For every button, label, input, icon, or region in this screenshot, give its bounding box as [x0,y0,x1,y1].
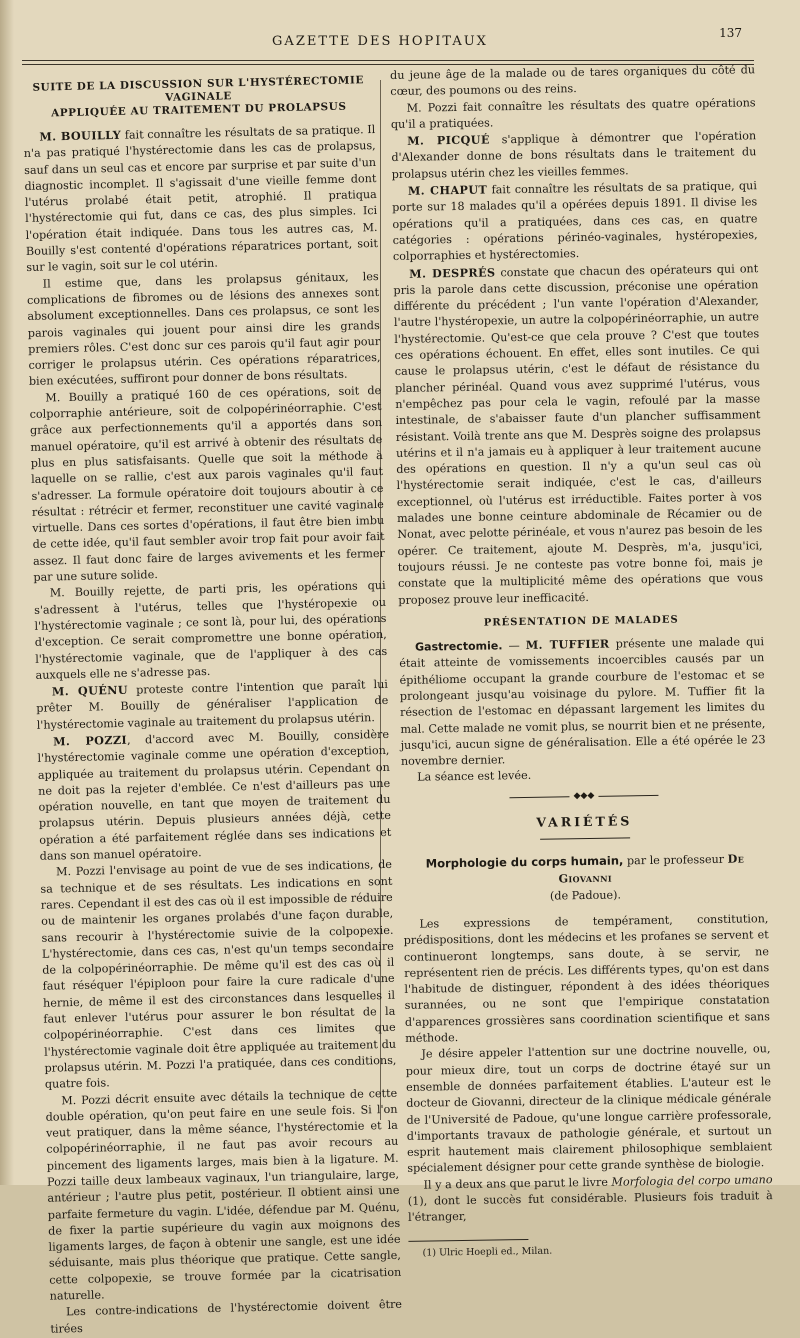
paragraph-text: Je désire appeler l'attention sur une doctrine nouvelle, ou, pour mieux dire, tout un corps de doctrine étayé sur un ensemble de données parfaitement établies. L'auteur est le docteur de Giovanni, directeur de la clinique médicale générale de l'Université de Padoue, qu'une longue carrière professorale, d'importants travaux de pathologie générale, et surtout un esprit hautement mais clairement philosophique semblaient spécialement désigner pour cette grande synthèse de biologie. [405,1042,773,1176]
paragraph-text: M. Pozzi fait connaître les résultats des quatre opérations qu'il a pratiquées. [390,95,756,131]
paragraph [27,269,381,391]
article-author: De Giovanni [558,851,745,886]
article-place: (de Padoue). [549,888,622,903]
speaker-name: M. DESPRÉS [409,264,496,281]
paragraph [50,1297,403,1338]
ornament-line-right [598,795,658,797]
paragraph-text: M. Pozzi décrit ensuite avec détails la technique de cette double opération, qu'on peut faire en une seule fois. Si l'on veut pratiquer, dans la même séance, l'hystérectomie et la colpopérinéorraphie, il ne faut pas avoir recours au pincement des ligaments larges, mais bien à la ligature. M. Pozzi taille deux lambeaux vaginaux, l'un triangulaire, large, antérieur ; l'autre plus petit, postérieur. Il obtient ainsi une parfaite fermeture du vagin. L'idée, défendue par M. Quénu, de fixer la partie supérieure du vagin aux moignons des ligaments larges, de façon à obtenir une sangle, est une idée séduisante, mais plus théorique que pratique. Cette sangle, cette colpopexie, se trouve formée par la cicatrisation naturelle. [45,1086,402,1303]
paragraph [29,383,385,586]
paragraph [37,726,392,865]
article-heading [402,850,768,907]
paragraph [391,127,757,183]
section-title-line-1: SUITE DE LA DISCUSSION SUR L'HYSTÉRECTOMIE VAGINALE [32,74,365,104]
paragraph-text: s'applique à démontrer que l'opération d'Alexander donne de bons résultats dans le traitement du prolapsus utérin chez les vieilles femmes. [391,129,757,181]
varietes-rule [540,837,630,839]
paragraph-text: M. Bouilly rejette, de parti pris, les opérations qui s'adressent à l'utérus, telles que l'hystéropexie ou l'hystérectomie vaginale ; ce sont là, pour lui, des opérations d'exception. Ce serait compromettre une bonne opération, l'hystérectomie vaginale, que de l'appliquer à des cas auxquels elle ne s'adresse pas. [33,579,388,682]
paragraph-text: fait connaître les résultats de sa pratique. Il n'a pas pratiqué l'hystérectomie dans les cas de prolapsus, sauf dans un seul cas et encore par surprise et par suite d'un diagnostic incomplet. Il s'agissait d'une vieille femme dont l'utérus prolabé était petit, atrophié. Il pratiqua l'hystérectomie qui fut, dans ce cas, des plus simples. Ici l'opération était indiquée. Dans tous les autres cas, M. Bouilly s'est contenté d'opérations réparatrices portant, soit sur le vagin, soit sur le col utérin. [23,122,379,275]
right-paragraphs [390,62,763,608]
left-column [22,68,403,1338]
last-paragraph-after: (1), dont le succès fut considérable. Plusieurs fois traduit à l'étranger, [407,1189,773,1225]
left-paragraphs [23,121,402,1338]
gastrectomie-speaker: M. TUFFIER [525,636,610,653]
article-title: Morphologie du corps humain, [425,853,624,871]
paragraph-text: Les expressions de tempérament, constitution, prédispositions, dont les médecins et les profanes se servent et continueront longtemps, sans doute, à se servir, ne représentent rien de précis. Les différents types, qu'on est dans l'habitude de distinguer, répondent à des idées théoriques surannées, ou ne sont que l'empirique constatation d'apparences grossières sans coordination scientifique et sans méthode. [403,912,771,1045]
paragraph [40,857,397,1093]
footnote: (1) Ulric Hoepli ed., Milan. [422,1245,553,1259]
gastrectomie-text: présente une malade qui était atteinte de vomissements incoercibles causés par un épithéliome occupant la grande courbure de l'estomac et se prolongeant jusqu'au voisinage du pylore. M. Tuffier fit la résection de l'estomac en dépassant largement les limites du mal. Cette malade ne vomit plus, se nourrit bien et ne présente, jusqu'ici, aucun signe de généralisation. Elle a été opérée le 23 novembre dernier. [399,635,766,769]
speaker-name: M. POZZI [52,732,128,749]
paragraph [45,1085,402,1305]
paragraph-text: M. Pozzi l'envisage au point de vue de ses indications, de sa technique et de ses résultats. Les indications en sont rares. Cependant il est des cas où il est impossible de réduire ou de maintenir les organes prolabés d'une façon durable, sans recourir à l'hystérectomie suivie de la colpopexie. L'hystérectomie, dans ces cas, n'est qu'un temps secondaire de la colpopérinéorraphie. De même qu'il est des cas où il faut réséquer l'épiploon pour faire la cure radicale d'une hernie, de même il est des circonstances dans lesquelles il faut enlever l'utérus pour assurer le bon résultat de la colpopérinéorraphie. C'est dans ces limites que l'hystérectomie vaginale doit être appliquée au traitement du prolapsus utérin. M. Pozzi l'a pratiquée, dans ces conditions, quatre fois. [40,858,397,1091]
book-title: Morfologia del corpo umano [611,1172,773,1189]
page-number: 137 [719,26,742,40]
paragraph-text: , d'accord avec M. Bouilly, considère l'hystérectomie vaginale comme une opération d'exception, appliquée au traitement du prolapsus utérin. Cependant on ne doit pas la rejeter d'emblée. Ce n'est d'ailleurs pas une opération nouvelle, en tant que moyen de traitement du prolapsus utérin. Depuis plusieurs années déjà, cette opération a été parfaitement réglée dans ses indications et dans son manuel opératoire. [37,727,392,863]
gastrectomie-paragraph [399,633,766,770]
article-paragraphs [403,911,772,1177]
paragraph [405,1041,772,1177]
section-title [22,74,375,121]
varietes-title: VARIÉTÉS [536,813,633,830]
speaker-name: M. PICQUÉ [407,132,490,148]
gastrectomie-label: Gastrectomie. [414,639,503,654]
speaker-name: M. QUÉNU [51,682,129,699]
speaker-name: M. BOUILLY [39,127,122,144]
paragraph [392,177,758,265]
ornament-diamond-icon: ◆◆◆ [573,790,595,801]
paragraph-text: M. Bouilly a pratiqué 160 de ces opérations, soit de colporraphie antérieure, soit de colpopérinéorraphie. C'est grâce aux perfectionnements qu'il a apportés dans son manuel opératoire, qu'il est arrivé à obtenir des résultats de plus en plus satisfaisants. Quelle que soit la méthode à laquelle on se rallie, c'est aux parois vaginales qu'il faut s'adresser. La formule opératoire doit toujours aboutir à ce résultat : rétrécir et fermer, reconstituer une cavité vaginale virtuelle. Dans ces sortes d'opérations, il faut être bien imbu de cette idée, qu'il faut sembler avoir trop fait pour avoir fait assez. Il faut donc faire de larges avivements et les fermer par une suture solide. [29,383,386,584]
article-last-paragraph [407,1172,773,1227]
gastrectomie-dash: — [502,639,526,653]
section-title-line-2: APPLIQUÉE AU TRAITEMENT DU PROLAPSUS [50,100,347,120]
ornament-line-left [510,796,570,798]
ornament-divider [401,789,766,805]
paragraph [403,911,770,1047]
paragraph [34,578,388,684]
paragraph [393,260,763,609]
article-byline: par le professeur [623,852,728,868]
seance-closing: La séance est levée. [417,769,532,785]
right-column [390,62,774,1261]
paragraph [23,121,378,277]
speaker-name: M. CHAPUT [407,182,488,198]
paragraph [36,676,389,734]
header-rule [22,60,754,61]
paragraph-text: fait connaître les résultats de sa pratique, qui porte sur 18 malades qu'il a opérées depuis 1891. Il divise les opérations qu'il a pratiquées, dans ces cas, en quatre catégories : opérations périnéo-vaginales, hystéropexies, colporraphies et hystérectomies. [392,179,758,264]
last-paragraph-before: Il y a deux ans que parut le livre [423,1175,612,1192]
paragraph-text: Les contre-indications de l'hystérectomie doivent être tirées [50,1298,403,1336]
presentation-title: PRÉSENTATION DE MALADES [483,614,679,629]
paragraph-text: proteste contre l'intention que paraît lui prêter M. Bouilly de généraliser l'application de l'hystérectomie vaginale au traitement du prolapsus utérin. [36,677,389,732]
footnote-rule [408,1239,528,1242]
scan-edge-shadow [0,0,14,1185]
paragraph-text: du jeune âge de la malade ou de tares organiques du côté du cœur, des poumons ou des reins. [390,63,756,99]
paragraph-text: constate que chacun des opérateurs qui ont pris la parole dans cette discussion, préconise une opération différente du précédent ; l'un vante l'opération d'Alexander, l'autre l'hystéropexie, un autre la colpopérinéorraphie, un autre l'hystérectomie. Qu'est-ce que cela prouve ? C'est que toutes ces opérations échouent. En effet, elles sont inutiles. Ce qui cause le prolapsus utérin, c'est le défaut de résistance du plancher périnéal. Quand vous avez supprimé l'utérus, vous n'empêchez pas pour cela le vagin, refoulé par la masse intestinale, de s'abaisser faute d'un plancher suffisamment résistant. Voilà trente ans que M. Desprès soigne des prolapsus utérins et il n'a jamais eu à appliquer à leur traitement aucune des opérations en question. Il n'y a qu'un seul cas où l'hystérectomie serait indiquée, c'est le cas, d'ailleurs exceptionnel, où l'utérus est irréductible. Faites porter à vos malades une bonne ceinture abdominale de Récamier ou de Nonat, avec pelotte périnéale, et vous n'aurez pas besoin de les opérer. Ce traitement, ajoute M. Desprès, m'a, jusqu'ici, toujours réussi. Je ne conteste pas votre bonne foi, mais je constate que la multiplicité même des opérations que vous proposez prouve leur inefficacité. [393,261,764,607]
running-title: GAZETTE DES HOPITAUX [272,34,488,49]
paragraph-text: Il estime que, dans les prolapsus génitaux, les complications de fibromes ou de lésions des annexes sont absolument exceptionnelles. Dans ces prolapsus, ce sont les parois vaginales qui jouent pour ainsi dire les grands premiers rôles. C'est donc sur ces parois qu'il faut agir pour corriger le prolapsus utérin. Ces opérations réparatrices, bien exécutées, suffiront pour donner de bons résultats. [26,269,381,389]
